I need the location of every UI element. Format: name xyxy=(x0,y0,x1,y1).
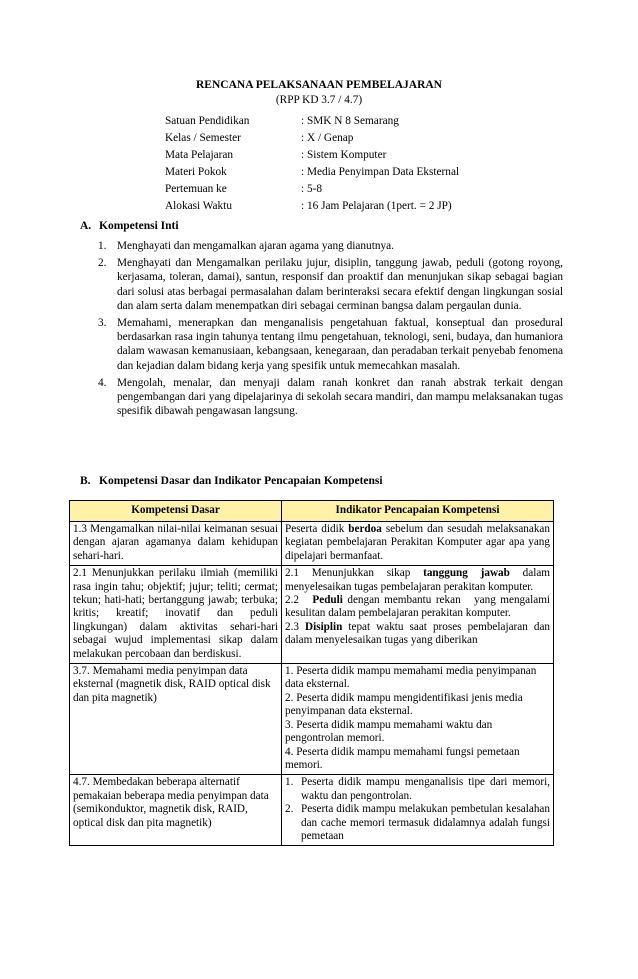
list-item-number: 1. xyxy=(98,240,107,252)
indicator-text: Peserta didik mampu menganalisis tipe dari memori, waktu dan pengontrolan. xyxy=(301,776,550,802)
indicator-line xyxy=(285,594,553,621)
indicator-line xyxy=(285,621,550,648)
list-item xyxy=(98,376,563,419)
list-item-number: 4. xyxy=(98,376,107,389)
list-item xyxy=(98,316,563,373)
kompetensi-inti-list xyxy=(98,239,563,418)
indicator-keyword: berdoa xyxy=(348,523,382,535)
section-b-title: Kompetensi Dasar dan Indikator Pencapaian Kompetensi xyxy=(99,475,383,487)
identity-label: Kelas / Semester xyxy=(165,132,241,144)
identity-value: : 5-8 xyxy=(301,183,323,195)
indicator-item xyxy=(285,803,550,843)
list-item-text: Menghayati dan Mengamalkan perilaku jujur, disiplin, tanggung jawab, peduli (gotong royong, kerjasama, toleran, damai), santun, responsif dan proaktif dan menunjukan sikap sebagai bagian dari solusi atas berbagai permasalahan dalam berinteraksi secara efektif dengan lingkungan sosial dan alam serta dalam menempatkan diri sebagai cerminan bangsa dalam pergaulan dunia. xyxy=(117,257,563,312)
indicator-text: Peserta didik xyxy=(285,523,349,535)
indicator-text: 2.2 xyxy=(285,594,313,607)
indicator-line: 3. Peserta didik mampu memahami waktu dan pengontrolan memori. xyxy=(285,718,493,745)
identity-row xyxy=(165,148,459,165)
section-a-title: Kompetensi Inti xyxy=(99,220,179,232)
indicator-cell xyxy=(282,775,554,846)
identity-row xyxy=(165,131,459,148)
indicator-text: tepat waktu saat proses pembelajaran dan dalam menyelesaikan tugas yang diberikan xyxy=(285,620,551,647)
indicator-text: dengan membantu rekan yang mengalami kesulitan dalam pembelajaran perakitan komputer. xyxy=(285,594,553,620)
section-a-heading xyxy=(80,219,179,233)
competency-table xyxy=(69,500,554,846)
indicator-item xyxy=(285,776,550,803)
indicator-line xyxy=(285,567,550,594)
table-row xyxy=(70,566,554,664)
identity-row xyxy=(165,114,459,131)
identity-row xyxy=(165,199,459,216)
header-kompetensi-dasar: Kompetensi Dasar xyxy=(70,501,282,522)
indicator-cell xyxy=(282,522,554,566)
table-row xyxy=(70,664,554,775)
list-item xyxy=(98,239,563,253)
list-item-number: 2. xyxy=(98,257,107,270)
identity-label: Alokasi Waktu xyxy=(165,200,232,212)
identity-value: : SMK N 8 Semarang xyxy=(301,115,399,127)
identity-value: : Sistem Komputer xyxy=(301,149,387,161)
kd-cell: 3.7. Memahami media penyimpan data eksternal (magnetik disk, RAID optical disk dan pita magnetik) xyxy=(70,664,282,775)
section-b-letter: B. xyxy=(80,475,91,487)
header-indikator: Indikator Pencapaian Kompetensi xyxy=(282,501,554,522)
indicator-keyword: Disiplin xyxy=(305,620,343,633)
section-b-heading xyxy=(80,474,383,488)
section-a-letter: A. xyxy=(80,220,92,232)
document-subtitle: (RPP KD 3.7 / 4.7) xyxy=(275,94,363,106)
indicator-text: 2.3 xyxy=(285,620,306,633)
table-header-row xyxy=(70,501,554,522)
list-item-text: Memahami, menerapkan dan menganalisis pengetahuan faktual, konseptual dan prosedural berdasarkan rasa ingin tahunya tentang ilmu pengetahuan, teknologi, seni, budaya, dan humaniora dalam wawasan kemanusiaan, kebangsaan, kenegaraan, dan peradaban terkait penyebab fenomena dan kejadian dalam bidang kerja yang spesifik untuk memecahkan masalah. xyxy=(117,317,563,372)
indicator-text: 2.1 Menunjukkan sikap xyxy=(285,567,424,580)
indicator-number: 1. xyxy=(285,776,294,789)
indicator-keyword: tanggung jawab xyxy=(423,567,510,580)
list-item xyxy=(98,256,563,313)
table-row xyxy=(70,522,554,566)
document-title: RENCANA PELAKSANAAN PEMBELAJARAN xyxy=(196,79,442,91)
identity-value: : Media Penyimpan Data Eksternal xyxy=(301,166,460,178)
indicator-text: Peserta didik mampu melakukan pembetulan kesalahan dan cache memori termasuk didalamnya adalah fungsi pemetaan xyxy=(301,803,550,842)
indicator-line: 2. Peserta didik mampu mengidentifikasi jenis media penyimpanan data eksternal. xyxy=(285,691,523,718)
indicator-text: sebelum dan sesudah melaksanakan kegiatan pembelajaran Perakitan Komputer agar apa yang dipelajari bermanfaat. xyxy=(285,523,550,562)
indicator-keyword: Peduli xyxy=(312,594,343,607)
identity-label: Satuan Pendidikan xyxy=(165,115,250,127)
identity-value: : X / Genap xyxy=(301,132,354,144)
indicator-line: 4. Peserta didik mampu memahami fungsi pemetaan memori. xyxy=(285,745,520,771)
identity-block xyxy=(165,114,459,216)
identity-row xyxy=(165,165,459,182)
kd-cell: 4.7. Membedakan beberapa alternatif pemakaian beberapa media penyimpan data (semikonduktor, magnetik disk, RAID, optical disk dan pita magnetik) xyxy=(70,775,282,846)
indicator-cell xyxy=(282,566,554,664)
identity-row xyxy=(165,182,459,199)
identity-label: Pertemuan ke xyxy=(165,183,227,195)
indicator-cell xyxy=(282,664,554,775)
list-item-text: Mengolah, menalar, dan menyaji dalam ranah konkret dan ranah abstrak terkait dengan pengembangan dari yang dipelajarinya di sekolah secara mandiri, dan mampu melaksanakan tugas spesifik dibawah pengawasan langsung. xyxy=(117,376,563,418)
identity-value: : 16 Jam Pelajaran (1pert. = 2 JP) xyxy=(301,200,452,212)
kd-cell: 1.3 Mengamalkan nilai-nilai keimanan sesuai dengan ajaran agamanya dalam kehidupan sehari-hari. xyxy=(70,522,282,566)
indicator-text: dalam menyelesaikan tugas pembelajaran perakitan komputer. xyxy=(285,567,550,593)
indicator-line: 1. Peserta didik mampu memahami media penyimpanan data eksternal. xyxy=(285,665,537,691)
list-item-number: 3. xyxy=(98,317,107,330)
kd-cell: 2.1 Menunjukkan perilaku ilmiah (memiliki rasa ingin tahu; objektif; jujur; teliti; cermat; tekun; hati-hati; bertanggung jawab; terbuka; kritis; kreatif; inovatif dan peduli lingkungan) dalam aktivitas sehari-hari sebagai wujud implementasi sikap dalam melakukan percobaan dan berdiskusi. xyxy=(70,566,282,664)
indicator-number: 2. xyxy=(285,803,294,816)
table-row xyxy=(70,775,554,846)
identity-label: Materi Pokok xyxy=(165,166,227,178)
list-item-text: Menghayati dan mengamalkan ajaran agama yang dianutnya. xyxy=(117,240,394,252)
identity-label: Mata Pelajaran xyxy=(165,149,234,161)
